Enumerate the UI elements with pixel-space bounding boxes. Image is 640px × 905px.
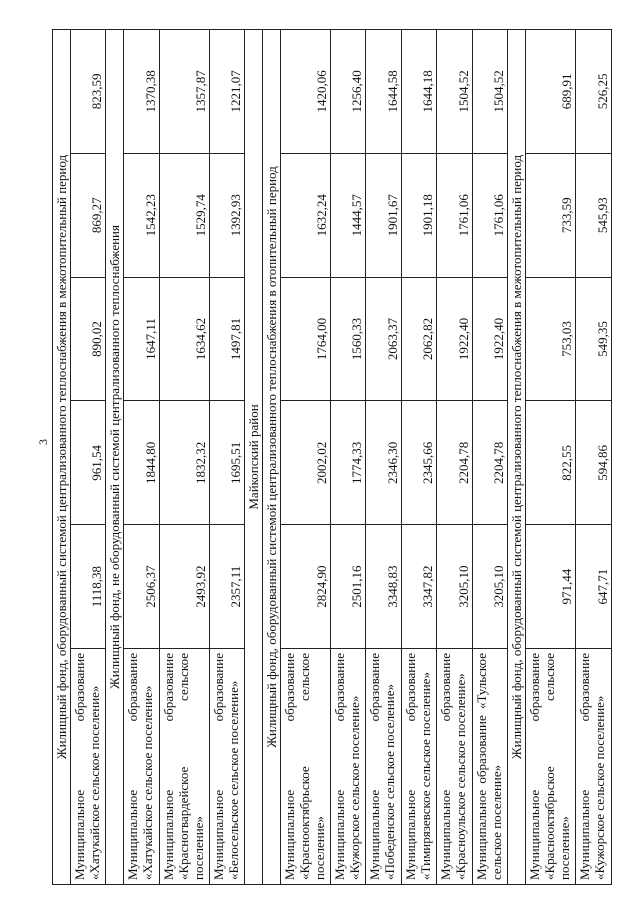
value-cell: 594,86 (576, 401, 612, 525)
table-row (124, 29, 160, 884)
value-cell: 869,27 (70, 153, 106, 277)
municipality-name: Муниципальное образование «Белосельское сельское поселение» (209, 649, 245, 885)
section-header-row (245, 29, 263, 884)
section-header: Жилищный фонд, не оборудованный системой централизованного теплоснабжения (106, 29, 124, 884)
value-cell: 1695,51 (209, 401, 245, 525)
section-header: Жилищный фонд, оборудованный системой централизованного теплоснабжения в отопительный период (262, 29, 280, 884)
table-row (472, 29, 508, 884)
value-cell: 2493,92 (159, 525, 209, 649)
municipality-name: Муниципальное образование «Кужорское сельское поселение» (330, 649, 366, 885)
municipality-name: Муниципальное образование «Победенское сельское поселение» (366, 649, 402, 885)
value-cell: 2501,16 (330, 525, 366, 649)
value-cell: 2002,02 (280, 401, 330, 525)
value-cell: 3348,83 (366, 525, 402, 649)
value-cell: 1764,00 (280, 277, 330, 401)
value-cell: 1901,67 (366, 153, 402, 277)
municipality-name: Муниципальное образование «Красногвардейское сельское поселение» (159, 649, 209, 885)
value-cell: 1761,06 (472, 153, 508, 277)
value-cell: 1644,18 (401, 29, 437, 153)
value-cell: 1634,62 (159, 277, 209, 401)
municipality-name: Муниципальное образование «Тимирязевское сельское поселение» (401, 649, 437, 885)
value-cell: 1444,57 (330, 153, 366, 277)
value-cell: 2346,30 (366, 401, 402, 525)
municipality-name: Муниципальное образование «Краснооктябрьское сельское поселение» (526, 649, 576, 885)
table-row (526, 29, 576, 884)
value-cell: 545,93 (576, 153, 612, 277)
value-cell: 689,91 (526, 29, 576, 153)
value-cell: 2357,11 (209, 525, 245, 649)
table-body (53, 29, 612, 884)
value-cell: 1256,40 (330, 29, 366, 153)
table-row (330, 29, 366, 884)
rotated-table-container (52, 30, 612, 885)
value-cell: 1118,38 (70, 525, 106, 649)
value-cell: 1370,38 (124, 29, 160, 153)
value-cell: 1774,33 (330, 401, 366, 525)
municipality-name: Муниципальное образование «Тульское сельское поселение» (472, 649, 508, 885)
table-row (401, 29, 437, 884)
value-cell: 1504,52 (472, 29, 508, 153)
section-header: Жилищный фонд, оборудованный системой централизованного теплоснабжения в межотопительный период (53, 29, 71, 884)
section-header-row (53, 29, 71, 884)
value-cell: 2204,78 (437, 401, 473, 525)
municipality-name: Муниципальное образование «Кужорское сельское поселение» (576, 649, 612, 885)
value-cell: 1632,24 (280, 153, 330, 277)
value-cell: 2824,90 (280, 525, 330, 649)
value-cell: 753,03 (526, 277, 576, 401)
value-cell: 1392,93 (209, 153, 245, 277)
table-row (159, 29, 209, 884)
value-cell: 1221,07 (209, 29, 245, 153)
tariff-table (52, 29, 612, 885)
table-row (70, 29, 106, 884)
value-cell: 2506,37 (124, 525, 160, 649)
value-cell: 549,35 (576, 277, 612, 401)
value-cell: 822,55 (526, 401, 576, 525)
value-cell: 1357,87 (159, 29, 209, 153)
table-row (366, 29, 402, 884)
value-cell: 1497,81 (209, 277, 245, 401)
municipality-name: Муниципальное образование «Хатукайское сельское поселение» (70, 649, 106, 885)
value-cell: 1644,58 (366, 29, 402, 153)
section-header-row (262, 29, 280, 884)
table-row (209, 29, 245, 884)
value-cell: 2345,66 (401, 401, 437, 525)
value-cell: 823,59 (70, 29, 106, 153)
value-cell: 3347,82 (401, 525, 437, 649)
value-cell: 1844,80 (124, 401, 160, 525)
value-cell: 971,44 (526, 525, 576, 649)
value-cell: 1542,23 (124, 153, 160, 277)
value-cell: 2063,37 (366, 277, 402, 401)
value-cell: 1420,06 (280, 29, 330, 153)
municipality-name: Муниципальное образование «Красноульское сельское поселение» (437, 649, 473, 885)
value-cell: 3205,10 (437, 525, 473, 649)
value-cell: 647,71 (576, 525, 612, 649)
section-header-row (106, 29, 124, 884)
section-header: Майкопский район (245, 29, 263, 884)
value-cell: 961,54 (70, 401, 106, 525)
value-cell: 1922,40 (472, 277, 508, 401)
value-cell: 2204,78 (472, 401, 508, 525)
value-cell: 1922,40 (437, 277, 473, 401)
section-header-row (508, 29, 526, 884)
table-row (576, 29, 612, 884)
value-cell: 526,25 (576, 29, 612, 153)
value-cell: 733,59 (526, 153, 576, 277)
value-cell: 1647,11 (124, 277, 160, 401)
value-cell: 3205,10 (472, 525, 508, 649)
value-cell: 1832,32 (159, 401, 209, 525)
value-cell: 890,02 (70, 277, 106, 401)
table-row (280, 29, 330, 884)
page-number: 3 (36, 439, 50, 445)
section-header: Жилищный фонд, оборудованный системой централизованного теплоснабжения в межотопительный период (508, 29, 526, 884)
value-cell: 1529,74 (159, 153, 209, 277)
value-cell: 2062,82 (401, 277, 437, 401)
value-cell: 1761,06 (437, 153, 473, 277)
municipality-name: Муниципальное образование «Хатукайское сельское поселение» (124, 649, 160, 885)
value-cell: 1901,18 (401, 153, 437, 277)
value-cell: 1560,33 (330, 277, 366, 401)
table-row (437, 29, 473, 884)
value-cell: 1504,52 (437, 29, 473, 153)
municipality-name: Муниципальное образование «Краснооктябрьское сельское поселение» (280, 649, 330, 885)
